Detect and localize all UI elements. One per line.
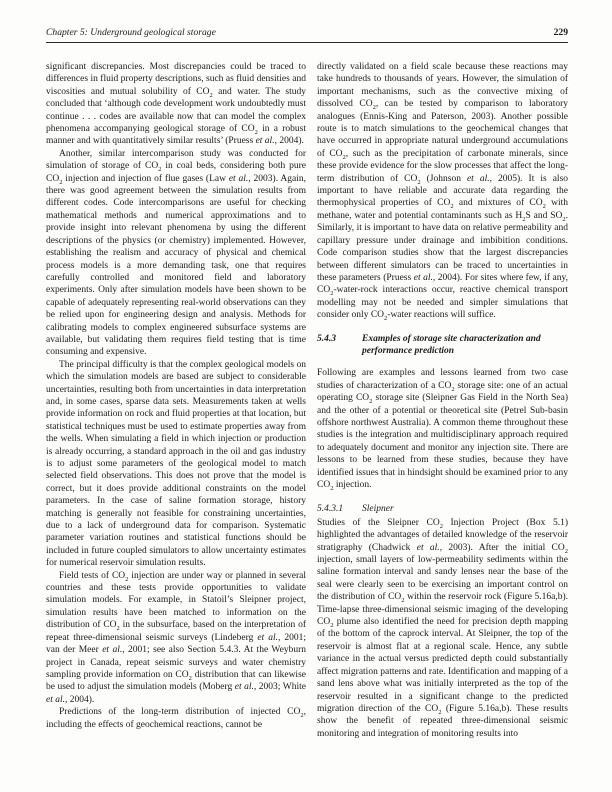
paragraph: The principal difficulty is that the complex geological models on which the simulation models are based are subject to considerable uncertainties, resulting both from uncertainties in data interpretation and, in some cases, sparse data sets. Measurements taken at wells provide information on rock and fluid properties at that location, but statistical techniques must be used to estimate properties away from the wells. When simulating a field in which injection or production is already occurring, a standard approach in the oil and gas industry is to adjust some parameters of the geological model to match selected field observations. This does not prove that the model is correct, but it does provide additional constraints on the model parameters. In the case of saline formation storage, history matching is generally not feasible for constraining uncertainties, due to a lack of underground data for comparison. Systematic parameter variation routines and statistical functions should be included in future coupled simulators to allow uncertainty estimates for numerical reservoir simulation results. xyxy=(46,359,306,569)
section-heading xyxy=(317,333,568,358)
heading-title: Examples of storage site characterization and performance prediction xyxy=(362,333,541,356)
page-body xyxy=(46,61,568,740)
paragraph: significant discrepancies. Most discrepancies could be traced to differences in fluid property descriptions, such as fluid densities and viscosities and mutual solubility of $CO_2$ and water. The study concluded that ‘although code development work undoubtedly must continue . . . codes are available now that can model the complex phenomena accompanying geological storage of $CO_2$ in a robust manner and with quantitatively similar results’ (Pruess et al., 2004). xyxy=(46,62,307,147)
heading-number: 5.4.3.1 xyxy=(317,504,344,515)
paragraph: Predictions of the long-term distribution of injected $CO_2$, including the effects of geochemical reactions, cannot be xyxy=(46,707,306,730)
paragraph: Studies of the Sleipner $CO_2$ Injection Project (Box 5.1) highlighted the advantages of detailed knowledge of the reservoir stratigraphy (Chadwick et al., 2003). After the initial $CO_2$ injection, small layers of low-permeability sediments within the saline formation interval and sandy lenses near the base of the seal were clearly seen to be exercising an important control on the distribution of $CO_2$ within the reservoir rock (Figure 5.16a,b). Time-lapse three-dimensional seismic imaging of the developing $CO_2$ plume also identified the need for precision depth mapping of the bottom of the caprock interval. At Sleipner, the top of the reservoir is almost flat at a regional scale. Hence, any subtle variance in the actual versus predicted depth could substantially affect migration patterns and rate. Identification and mapping of a sand lens above what was initially interpreted as the top of the reservoir resulted in a significant change to the predicted migration direction of the $CO_2$ (Figure 5.16a,b). These results show the benefit of repeated three-dimensional seismic monitoring and integration of monitoring results into xyxy=(317,517,568,739)
running-title: Chapter 5: Underground geological storage xyxy=(46,27,216,38)
subsection-heading xyxy=(317,503,568,515)
paragraph: Following are examples and lessons learned from two case studies of characterization of a $CO_2$ storage site: one of an actual operating $CO_2$ storage site (Sleipner Gas Field in the North Sea) and the other of a potential or theoretical site (Petrel Sub-basin offshore northwest Australia). A common theme throughout these studies is the integration and multidisciplinary approach required to adequately document and monitor any injection site. There are lessons to be learned from these studies, because they have identified issues that in hindsight should be examined prior to any $CO_2$ injection. xyxy=(317,368,569,492)
column-right xyxy=(317,61,568,740)
column-left xyxy=(46,61,306,740)
paragraph: directly validated on a field scale because these reactions may take hundreds to thousands of years. However, the simulation of important mechanisms, such as the convective mixing of dissolved $CO_2$, can be tested by comparison to laboratory analogues (Ennis-King and Paterson, 2003). Another possible route is to match simulations to the geochemical changes that have occurred in appropriate natural underground accumulations of $CO_2$, such as the precipitation of carbonate minerals, since these provide evidence for the slow processes that affect the long-term distribution of $CO_2$ (Johnson et al., 2005). It is also important to have reliable and accurate data regarding the thermophysical properties of $CO_2$ and mixtures of $CO_2$ with methane, water and potential contaminants such as $H_2S$ and $SO_2$. Similarly, it is important to have data on relative permeability and capillary pressure under drainage and imbibition conditions. Code comparison studies show that the largest discrepancies between different simulators can be traced to uncertainties in these parameters (Pruess et al., 2004). For sites where few, if any, $CO_2-water$-rock interactions occur, reactive chemical transport modelling may not be needed and simpler simulations that consider only $CO_2$-water reactions will suffice. xyxy=(317,62,569,323)
paragraph: Field tests of $CO_2$ injection are under way or planned in several countries and these tests provide opportunities to validate simulation models. For example, in Statoil’s Sleipner project, simulation results have been matched to information on the distribution of $CO_2$ in the subsurface, based on the interpretation of repeat three-dimensional seismic surveys (Lindeberg et al., 2001; van der Meer et al., 2001; see also Section 5.4.3. At the Weyburn project in Canada, repeat seismic surveys and water chemistry sampling provide information on $CO_2$ distribution that can likewise be used to adjust the simulation models (Moberg et al., 2003; White et al., 2004). xyxy=(46,570,307,705)
heading-number: 5.4.3 xyxy=(317,333,336,344)
page-header xyxy=(46,27,568,38)
heading-title: Sleipner xyxy=(362,504,394,515)
paragraph: Another, similar intercomparison study was conducted for simulation of storage of $CO_2$ in coal beds, considering both pure $CO_2$ injection and injection of flue gases (Law et al., 2003). Again, there was good agreement between the simulation results from different codes. Code intercomparisons are useful for checking mathematical methods and numerical approximations and to provide insight into relevant phenomena by using the different descriptions of the physics (or chemistry) implemented. However, establishing the realism and accuracy of physical and chemical process models is a more demanding task, one that requires carefully controlled and monitored field and laboratory experiments. Only after simulation models have been shown to be capable of adequately representing real-world observations can they be relied upon for engineering design and analysis. Methods for calibrating models to complex engineered subsurface systems are available, but validating them requires field testing that is time consuming and expensive. xyxy=(46,148,306,358)
page-number: 229 xyxy=(553,27,568,38)
header-rule xyxy=(46,42,568,43)
